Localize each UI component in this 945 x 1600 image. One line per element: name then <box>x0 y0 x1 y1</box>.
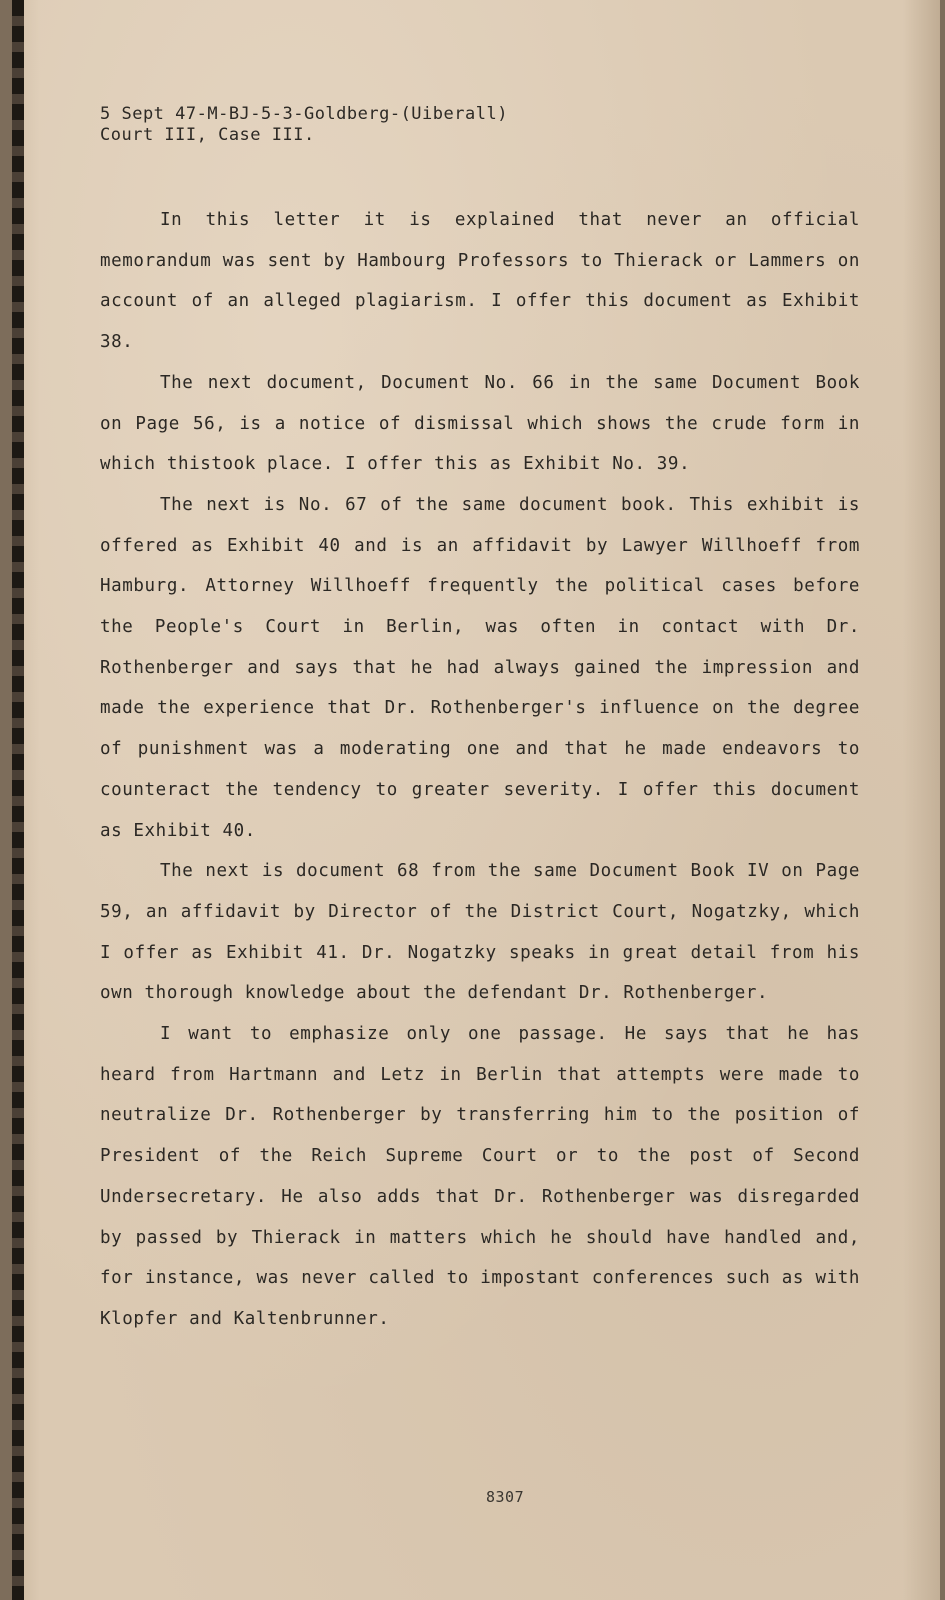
header-reference-line: 5 Sept 47-M-BJ-5-3-Goldberg-(Uiberall) <box>100 104 508 124</box>
punched-edge <box>12 0 24 1600</box>
document-page <box>12 0 940 1600</box>
paragraph: The next document, Document No. 66 in the same Document Book on Page 56, is a notice of dismissal which shows the crude form in which thistook place. I offer this as Exhibit No. 39. <box>100 372 860 475</box>
transcript-body <box>100 200 860 1340</box>
paragraph: I want to emphasize only one passage. He says that he has heard from Hartmann and Letz in Berlin that attempts were made to neutralize Dr. Rothenberger by transferring him to the position of President of the Reich Supreme Court or to the post of Second Undersecretary. He also adds that Dr. Rothenberger was disregarded by passed by Thierack in matters which he should have handled and, for instance, was never called to impostant conferences such as with Klopfer and Kaltenbrunner. <box>100 1024 860 1329</box>
header-court-line: Court III, Case III. <box>100 125 315 145</box>
document-header <box>100 104 508 146</box>
paragraph: In this letter it is explained that never an official memorandum was sent by Hambourg Professors to Thierack or Lammers on account of an alleged plagiarism. I offer this document as Exhibit 38. <box>100 210 860 353</box>
paragraph: The next is No. 67 of the same document book. This exhibit is offered as Exhibit 40 and is an affidavit by Lawyer Willhoeff from Hamburg. Attorney Willhoeff frequently the political cases before the People's Court in Berlin, was often in contact with Dr. Rothenberger and says that he had always gained the impression and made the experience that Dr. Rothenberger's influence on the degree of punishment was a moderating one and that he made endeavors to counteract the tendency to greater severity. I offer this document as Exhibit 40. <box>100 494 860 841</box>
page-number: 8307 <box>486 1488 525 1506</box>
paragraph: The next is document 68 from the same Document Book IV on Page 59, an affidavit by Director of the District Court, Nogatzky, which I offer as Exhibit 41. Dr. Nogatzky speaks in great detail from his own thorough knowledge about the defendant Dr. Rothenberger. <box>100 861 860 1004</box>
